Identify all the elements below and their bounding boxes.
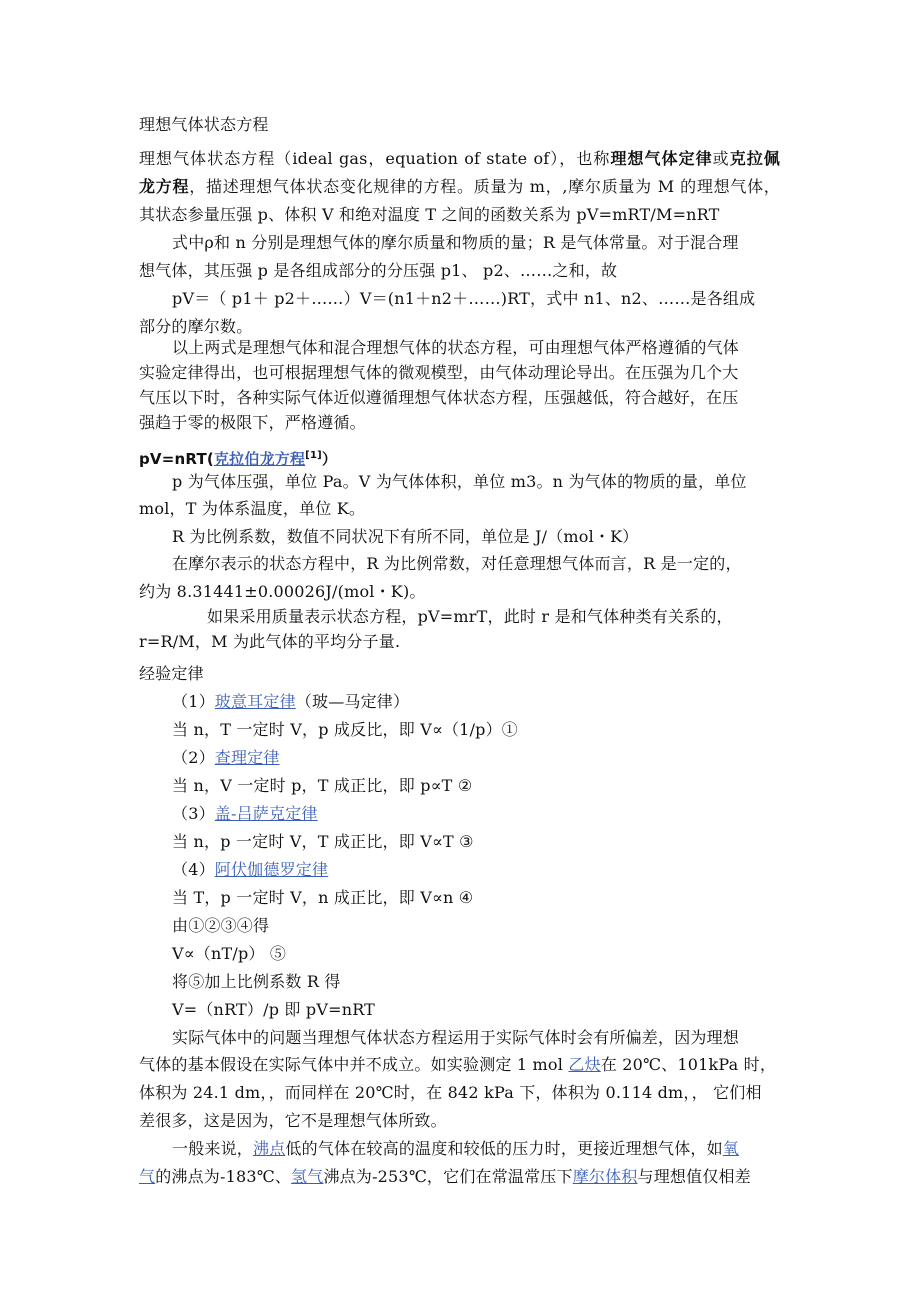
law-avogadro-equation: 当 T，p 一定时 V，n 成正比，即 V∝n ④ bbox=[172, 888, 474, 907]
para-intro-line-3: 其状态参量压强 p、体积 V 和绝对温度 T 之间的函数关系为 pV=mRT/M=nRT bbox=[139, 205, 720, 224]
para-mass-line-2: r=R/M，M 为此气体的平均分子量. bbox=[139, 632, 401, 651]
avogadro-law-link[interactable]: 阿伏伽德罗定律 bbox=[214, 860, 329, 879]
boiling-point-link[interactable]: 沸点 bbox=[253, 1139, 286, 1158]
para-partial-line-2: 部分的摩尔数。 bbox=[139, 317, 253, 336]
para-vars-line-2: mol，T 为体系温度，单位 K。 bbox=[139, 499, 366, 518]
law-avogadro: （4）阿伏伽德罗定律 bbox=[172, 860, 329, 879]
molar-volume-link[interactable]: 摩尔体积 bbox=[572, 1167, 638, 1186]
para-real-gas-line-4: 差很多，这是因为，它不是理想气体所致。 bbox=[139, 1111, 447, 1130]
para-real-gas-line-1: 实际气体中的问题当理想气体状态方程运用于实际气体时会有所偏差，因为理想 bbox=[172, 1028, 740, 1047]
law-charles-equation: 当 n，V 一定时 p，T 成正比，即 p∝T ② bbox=[172, 776, 473, 795]
doc-heading: 理想气体状态方程 bbox=[139, 115, 269, 134]
para-molar-line-1: 在摩尔表示的状态方程中，R 为比例常数，对任意理想气体而言，R 是一定的， bbox=[172, 554, 742, 573]
oxygen-link[interactable]: 氧 bbox=[722, 1139, 740, 1158]
para-r-constant: R 为比例系数，数值不同状况下有所不同，单位是 J/（mol・K） bbox=[172, 527, 639, 546]
para-mixture-line-1: 式中ρ和 n 分别是理想气体的摩尔质量和物质的量；R 是气体常量。对于混合理 bbox=[172, 233, 739, 252]
para-vars-line-1: p 为气体压强，单位 Pa。V 为气体体积，单位 m3。n 为气体的物质的量，单位 bbox=[172, 472, 747, 491]
para-mixture-line-2: 想气体，其压强 p 是各组成部分的分压强 p1、 p2、……之和，故 bbox=[139, 261, 618, 280]
para-intro-line-2: 龙方程，描述理想气体状态变化规律的方程。质量为 m，,摩尔质量为 M 的理想气体， bbox=[139, 177, 781, 196]
para-mass-line-1: 如果采用质量表示状态方程，pV=mrT，此时 r 是和气体种类有关系的， bbox=[207, 607, 733, 626]
gay-lussac-law-link[interactable]: 盖-吕萨克定律 bbox=[214, 804, 318, 823]
law-charles: （2）查理定律 bbox=[172, 748, 280, 767]
derive-step-3: 将⑤加上比例系数 R 得 bbox=[172, 972, 341, 991]
section-title-empirical: 经验定律 bbox=[139, 664, 204, 683]
boyle-law-link[interactable]: 玻意耳定律 bbox=[214, 692, 296, 711]
para-boiling-line-2: 气的沸点为-183℃、氢气沸点为-253℃，它们在常温常压下摩尔体积与理想值仅相差 bbox=[139, 1167, 751, 1186]
clapeyron-link[interactable]: 克拉伯龙方程 bbox=[213, 450, 306, 468]
hydrogen-link[interactable]: 氢气 bbox=[291, 1167, 324, 1186]
law-gay-lussac-equation: 当 n，p 一定时 V，T 成正比，即 V∝T ③ bbox=[172, 832, 474, 851]
law-boyle-equation: 当 n，T 一定时 V，p 成反比，即 V∝（1/p）① bbox=[172, 720, 518, 739]
para-real-gas-line-3: 体积为 24.1 dm，，而同样在 20℃时，在 842 kPa 下，体积为 0.114 dm，， 它们相 bbox=[139, 1083, 762, 1102]
oxygen-link-cont[interactable]: 气 bbox=[139, 1167, 156, 1186]
derive-step-4: V=（nRT）/p 即 pV=nRT bbox=[172, 1000, 376, 1019]
derive-step-2: V∝（nT/p） ⑤ bbox=[172, 944, 287, 963]
para-partial-line-1: pV＝（ p1＋ p2＋……）V＝(n1＋n2＋……)RT，式中 n1、n2、……是各组成 bbox=[172, 289, 756, 308]
acetylene-link[interactable]: 乙炔 bbox=[568, 1055, 601, 1074]
law-gay-lussac: （3）盖-吕萨克定律 bbox=[172, 804, 318, 823]
para-boiling-line-1: 一般来说，沸点低的气体在较高的温度和较低的压力时，更接近理想气体，如氧 bbox=[172, 1139, 740, 1158]
citation-sup[interactable]: [1] bbox=[305, 450, 322, 461]
para-derivation-line-4: 强趋于零的极限下，严格遵循。 bbox=[139, 413, 366, 432]
para-derivation-line-2: 实验定律得出，也可根据理想气体的微观模型，由气体动理论导出。在压强为几个大 bbox=[139, 363, 739, 382]
charles-law-link[interactable]: 查理定律 bbox=[214, 748, 280, 767]
para-derivation-line-1: 以上两式是理想气体和混合理想气体的状态方程，可由理想气体严格遵循的气体 bbox=[172, 338, 740, 357]
derive-step-1: 由①②③④得 bbox=[172, 916, 270, 935]
para-derivation-line-3: 气压以下时，各种实际气体近似遵循理想气体状态方程，压强越低，符合越好，在压 bbox=[139, 388, 739, 407]
para-intro-line-1: 理想气体状态方程（ideal gas，equation of state of），也称理想气体定律或克拉佩 bbox=[139, 149, 780, 168]
law-boyle: （1）玻意耳定律（玻—马定律） bbox=[172, 692, 410, 711]
section-title-pvnrt: pV=nRT(克拉伯龙方程[1]） bbox=[139, 450, 338, 468]
para-real-gas-line-2: 气体的基本假设在实际气体中并不成立。如实验测定 1 mol 乙炔在 20℃、101kPa 时， bbox=[139, 1055, 777, 1074]
para-molar-line-2: 约为 8.31441±0.00026J/(mol・K)。 bbox=[139, 582, 426, 601]
